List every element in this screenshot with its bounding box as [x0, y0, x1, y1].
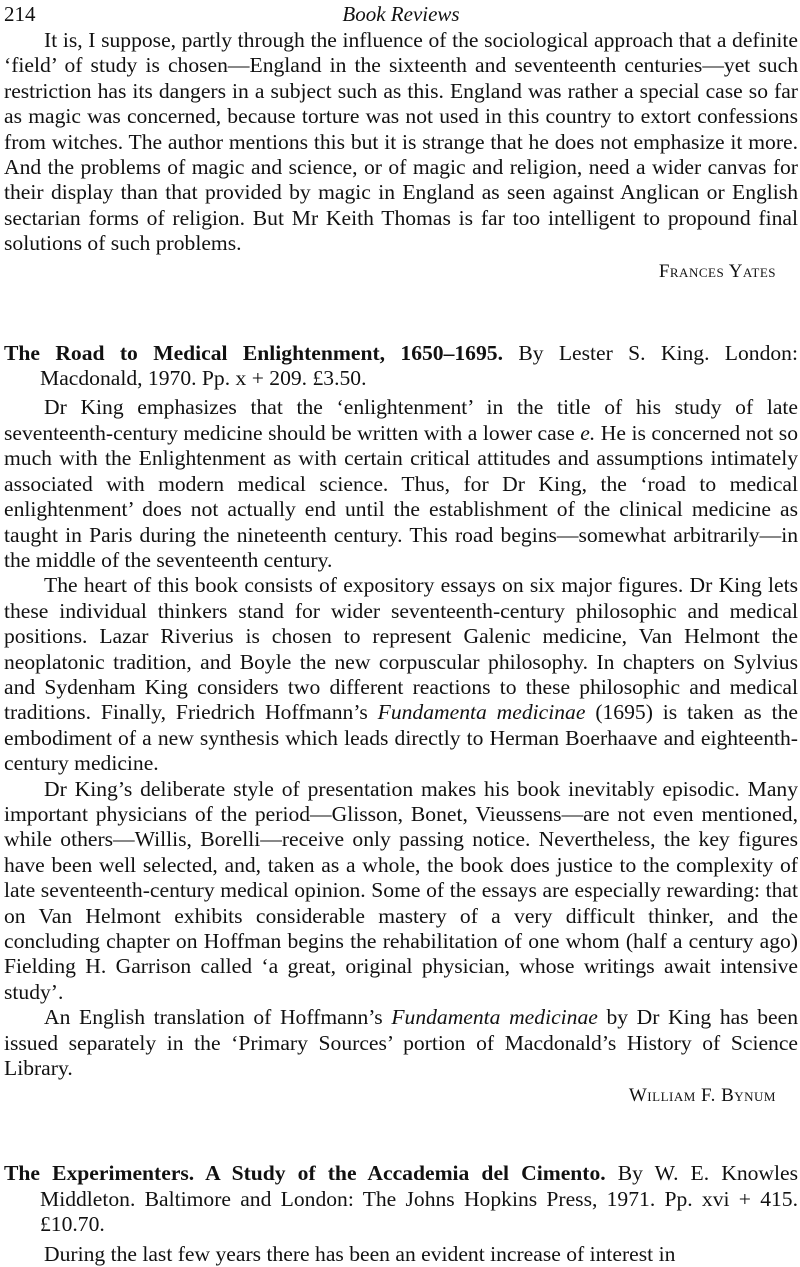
italic-text: Fundamenta medicinae: [377, 700, 586, 725]
review-road-to-medical-enlightenment: [4, 341, 798, 1110]
section-gap: [4, 285, 798, 341]
review-heading: [4, 341, 798, 392]
paragraph: [4, 1005, 798, 1081]
book-details: By W. E. Knowles Middleton. Baltimore and London: The Johns Hopkins Press, 1971. Pp. xvi + 415. £10.70.: [40, 1161, 798, 1237]
review-body: [4, 395, 798, 1081]
paragraph: Dr King’s deliberate style of presentation makes his book inevitably episodic. Many important physicians of the period—Glisson, Bonet, Vieussens—are not even mentioned, while others—Willis, Borelli—receive only passing notice. Nevertheless, the key figures have been well selected, and, taken as a whole, the book does justice to the complexity of late seventeenth-century medical opinion. Some of the essays are especially rewarding: that on Van Helmont exhibits considerable mastery of a very difficult thinker, and the concluding chapter on Hoffman begins the rehabilitation of one whom (half a century ago) Fielding H. Garrison called ‘a great, original physician, whose writings await intensive study’.: [4, 776, 798, 1004]
book-title: The Experimenters. A Study of the Accademia del Cimento.: [4, 1161, 606, 1186]
paragraph: During the last few years there has been an evident increase of interest in: [44, 1241, 676, 1266]
text-run: Dr King emphasizes that the ‘enlightenment’ in the title of his study of late seventeenth-century medicine should be written with a lower case: [4, 395, 798, 445]
review-the-experimenters: [4, 1161, 798, 1267]
paragraph: [4, 573, 798, 776]
italic-text: e.: [580, 420, 596, 445]
text-run: An English translation of Hoffmann’s: [44, 1005, 392, 1030]
paragraph: [4, 395, 798, 573]
italic-text: Fundamenta medicinae: [391, 1005, 598, 1030]
review-body: [4, 1242, 798, 1267]
running-head-title: Book Reviews: [342, 2, 460, 26]
section-gap: [4, 1109, 798, 1161]
reviewer-signature: William F. Bynum: [628, 1085, 776, 1107]
book-details: By Lester S. King. London: Macdonald, 1970. Pp. x + 209. £3.50.: [40, 340, 798, 391]
review-heading: [4, 1161, 798, 1237]
running-head: [4, 0, 798, 28]
text-run: He is concerned not so much with the Enlightenment as with certain critical attitudes and assumptions intimately associated with modern medical science. Thus, for Dr King, the ‘road to medical enlightenment’ does not actually end until the establishment of the clinical medicine as taught in Paris during the nineteenth century. This road begins—somewhat arbitrarily—in the middle of the seventeenth century.: [4, 420, 798, 572]
page-number: 214: [4, 2, 36, 26]
text-run: (1695) is taken as the embodiment of a new synthesis which leads directly to Herman Boerhaave and eighteenth-century medicine.: [4, 700, 798, 776]
previous-review-ending: [4, 28, 798, 257]
reviewer-signature: Frances Yates: [658, 260, 776, 282]
text-run: The heart of this book consists of expository essays on six major figures. Dr King lets these individual thinkers stand for wider seventeenth-century philosophic and medical positions. Lazar Riverius is chosen to represent Galenic medicine, Van Helmont the neoplatonic tradition, and Boyle the new corpuscular philosophy. In chapters on Sylvius and Sydenham King considers two different reactions to these philosophic and medical traditions. Finally, Friedrich Hoffmann’s: [4, 573, 798, 725]
journal-page: [4, 0, 798, 1267]
text-run: by Dr King has been issued separately in the ‘Primary Sources’ portion of Macdonald’s History of Science Library.: [4, 1005, 798, 1081]
paragraph: It is, I suppose, partly through the influence of the sociological approach that a definite ‘field’ of study is chosen—England in the sixteenth and seventeenth centuries—yet such restriction has its dangers in a subject such as this. England was rather a special case so far as magic was concerned, because torture was not used in this country to extort confessions from witches. The author mentions this but it is strange that he does not emphasize it more. And the problems of magic and science, or of magic and religion, need a wider canvas for their display than that provided by magic in England as seen against Anglican or English sectarian forms of religion. But Mr Keith Thomas is far too intelligent to propound final solutions of such problems.: [4, 28, 798, 256]
book-title: The Road to Medical Enlightenment, 1650–1695.: [4, 340, 503, 365]
